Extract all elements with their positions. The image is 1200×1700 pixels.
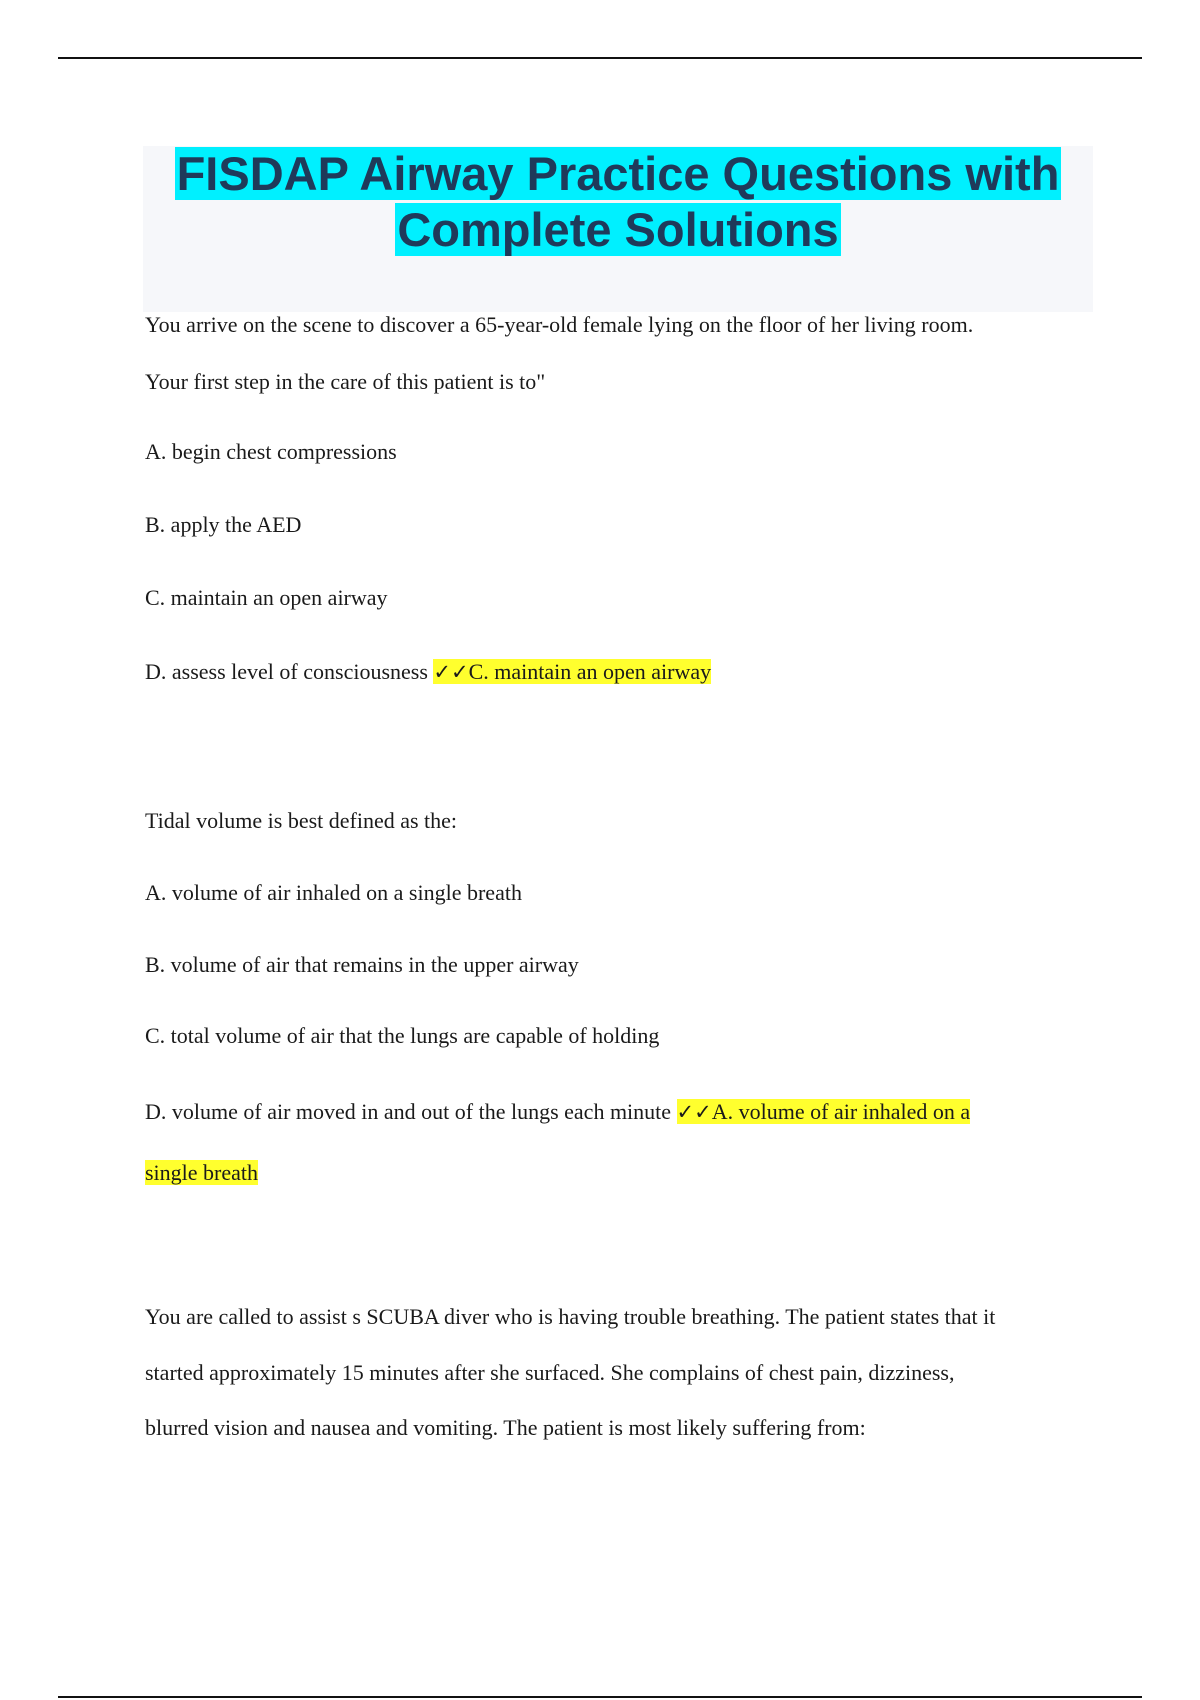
document-title bbox=[143, 146, 1093, 258]
checkmark-icon: ✓✓ bbox=[676, 1100, 712, 1124]
question-2-answer bbox=[677, 1099, 971, 1124]
question-1-answer bbox=[433, 659, 711, 684]
title-banner bbox=[143, 146, 1093, 312]
question-2-answer-line-2 bbox=[145, 1158, 258, 1188]
question-3-stem-line-2: started approximately 15 minutes after she surfaced. She complains of chest pain, dizziness, bbox=[145, 1360, 955, 1385]
question-2-option-a: A. volume of air inhaled on a single breath bbox=[145, 880, 522, 905]
question-2-answer-text-line-2: single breath bbox=[145, 1160, 259, 1185]
question-2-stem-line-1: Tidal volume is best defined as the: bbox=[145, 808, 458, 833]
question-1-option-c: C. maintain an open airway bbox=[145, 585, 388, 610]
question-1-answer-text: C. maintain an open airway bbox=[468, 659, 712, 684]
question-2-option-d: D. volume of air moved in and out of the lungs each minute bbox=[145, 1099, 672, 1124]
checkmark-icon: ✓✓ bbox=[433, 660, 469, 684]
question-3-stem-line-3: blurred vision and nausea and vomiting. The patient is most likely suffering from: bbox=[145, 1415, 866, 1440]
question-1-option-a: A. begin chest compressions bbox=[145, 439, 397, 464]
question-1-option-d: D. assess level of consciousness bbox=[145, 659, 428, 684]
title-line-2: Complete Solutions bbox=[397, 203, 839, 256]
question-2-answer-text-line-1: A. volume of air inhaled on a bbox=[711, 1099, 971, 1124]
question-1-stem-line-2: Your first step in the care of this patient is to" bbox=[145, 369, 546, 394]
question-1-stem-line-1: You arrive on the scene to discover a 65-year-old female lying on the floor of her living room. bbox=[145, 312, 974, 337]
question-1-option-d-line bbox=[145, 657, 711, 687]
question-2-option-b: B. volume of air that remains in the upper airway bbox=[145, 952, 579, 977]
question-2-option-d-line bbox=[145, 1097, 970, 1127]
question-3-stem-line-1: You are called to assist s SCUBA diver who is having trouble breathing. The patient states that it bbox=[145, 1304, 996, 1329]
question-2-option-c: C. total volume of air that the lungs are capable of holding bbox=[145, 1023, 660, 1048]
title-line-1: FISDAP Airway Practice Questions with bbox=[176, 147, 1060, 200]
question-1-option-b: B. apply the AED bbox=[145, 512, 302, 537]
page-top-rule bbox=[58, 57, 1142, 59]
page-bottom-rule bbox=[58, 1696, 1142, 1698]
